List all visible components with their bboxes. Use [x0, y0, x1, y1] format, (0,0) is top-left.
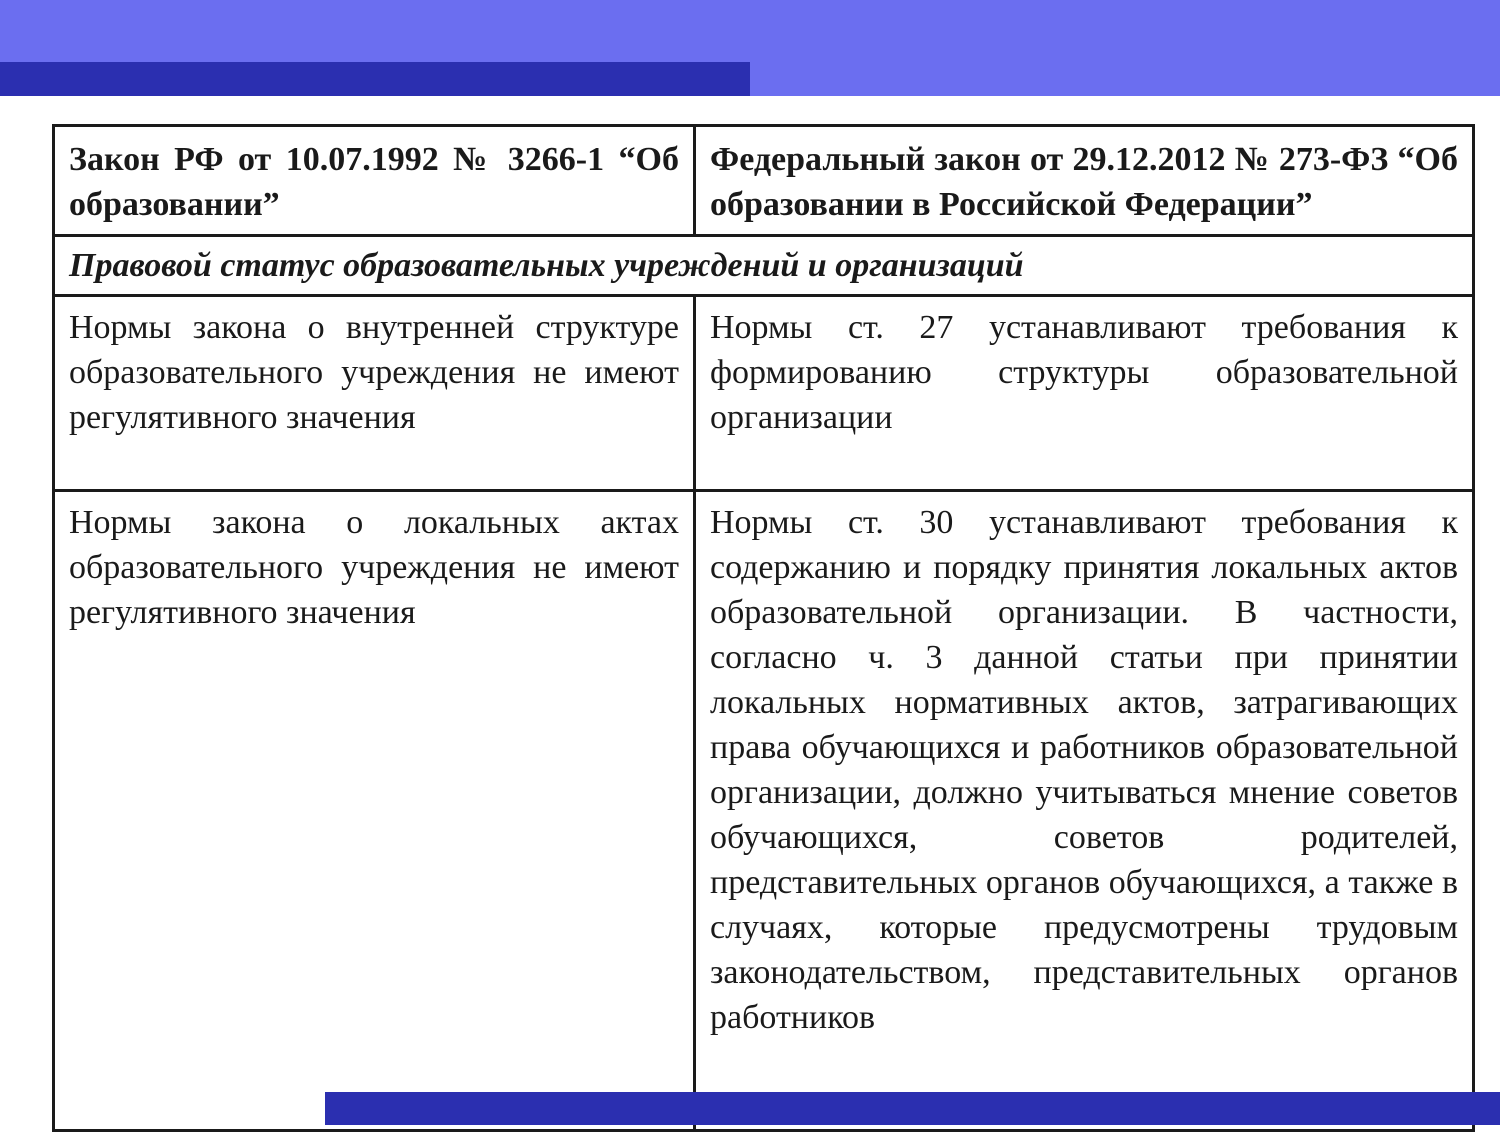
- top-accent-stripe: [0, 62, 750, 96]
- header-new-law: Федеральный закон от 29.12.2012 № 273-ФЗ “Об образовании в Российской Федерации”: [695, 126, 1474, 236]
- table-row: [54, 491, 1474, 1131]
- law-comparison-table: [52, 124, 1475, 1132]
- row-1-new-law: Нормы ст. 27 устанавливают требования к формированию структуры образовательной организации: [695, 296, 1474, 491]
- table-header-row: [54, 126, 1474, 236]
- row-2-old-law: Нормы закона о локальных актах образовательного учреждения не имеют регулятивного значения: [54, 491, 695, 1131]
- section-row: [54, 236, 1474, 296]
- row-1-old-law: Нормы закона о внутренней структуре образовательного учреждения не имеют регулятивного значения: [54, 296, 695, 491]
- row-2-new-law: Нормы ст. 30 устанавливают требования к содержанию и порядку принятия локальных актов образовательной организации. В частности, согласно ч. 3 данной статьи при принятии локальных нормативных актов, затрагивающих права обучающихся и работников образовательной организации, должно учитываться мнение советов обучающихся, советов родителей, представительных органов обучающихся, а также в случаях, которые предусмотрены трудовым законодательством, представительных органов работников: [695, 491, 1474, 1131]
- header-old-law: Закон РФ от 10.07.1992 № 3266-1 “Об образовании”: [54, 126, 695, 236]
- section-title: Правовой статус образовательных учреждений и организаций: [54, 236, 1474, 296]
- bottom-accent-stripe: [325, 1092, 1500, 1125]
- table-row: [54, 296, 1474, 491]
